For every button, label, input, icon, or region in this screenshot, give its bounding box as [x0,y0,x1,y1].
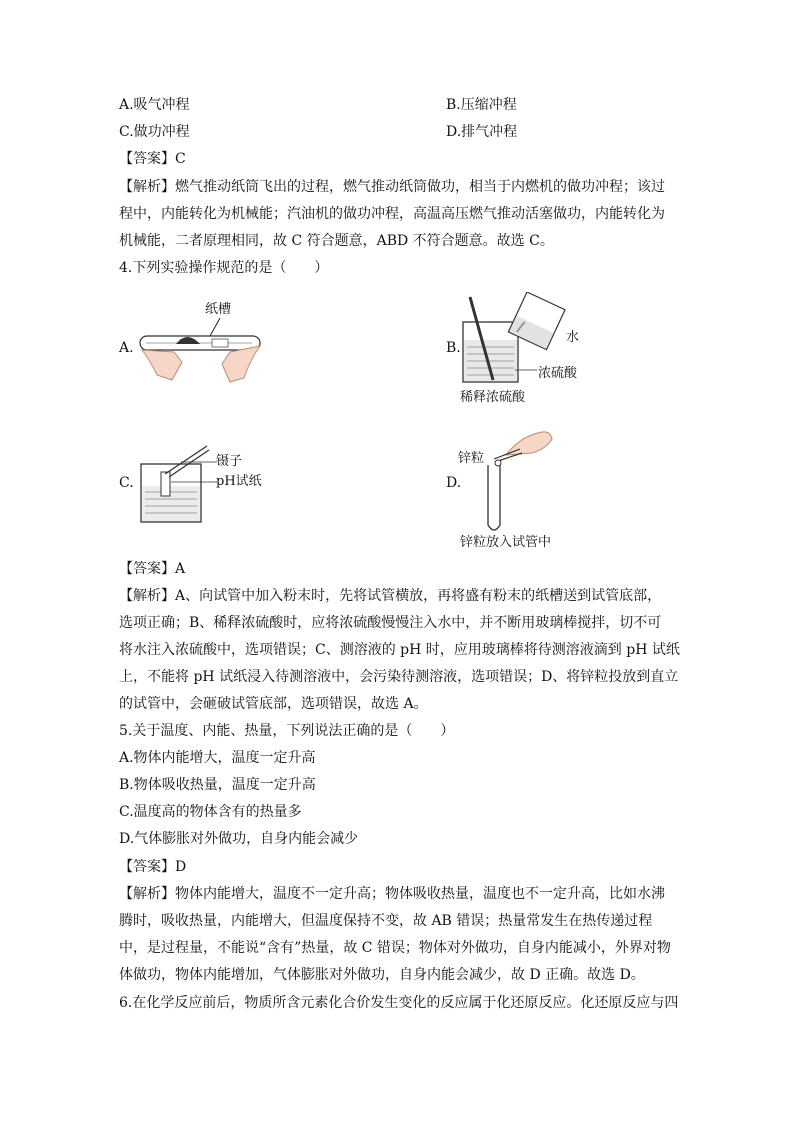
q5-analysis-line: 中，是过程量，不能说“含有”热量，故 C 错误；物体对外做功，自身内能减小，外界对物 [119,940,671,956]
q3-answer: 【答案】C [119,151,186,167]
q3-option-b: B.压缩冲程 [446,97,517,113]
q5-analysis-line: 【解析】物体内能增大，温度不一定升高；物体吸收热量，温度也不一定升高，比如水沸 [119,886,665,902]
q4-analysis-line: 【解析】A、向试管中加入粉末时，先将试管横放，再将盛有粉末的纸槽送到试管底部， [119,588,662,604]
figure-c-letter: C. [119,475,134,491]
q5-option-b: B.物体吸收热量，温度一定升高 [119,777,316,793]
q3-analysis-line: 【解析】燃气推动纸筒飞出的过程，燃气推动纸筒做功，相当于内燃机的做功冲程；该过 [119,179,665,195]
q6-stem: 6.在化学反应前后，物质所含元素化合价发生变化的反应属于化还原反应。化还原反应与四 [119,995,679,1011]
q3-option-d: D.排气冲程 [446,124,518,140]
q5-analysis-line: 腾时，吸收热量，内能增大，但温度保持不变，故 AB 错误；热量常发生在热传递过程 [119,913,653,929]
q4-answer: 【答案】A [119,561,186,577]
ph-paper-beaker-figure [135,440,225,525]
figure-b-letter: B. [446,340,461,356]
q3-option-a: A.吸气冲程 [119,97,190,113]
q4-analysis-line: 将水注入浓硫酸中，选项错误；C、测溶液的 pH 时，应用玻璃棒将待测溶液滴到 pH 试纸 [119,642,680,658]
q3-option-c: C.做功冲程 [119,124,190,140]
figure-a-label: 纸槽 [205,302,232,317]
paper-trough-figure [132,300,282,390]
figure-b-water-label: 水 [566,330,580,345]
q3-analysis-line: 程中，内能转化为机械能；汽油机的做功冲程，高温高压燃气推动活塞做功，内能转化为 [119,206,665,222]
q4-analysis-line: 选项正确；B、稀释浓硫酸时，应将浓硫酸慢慢注入水中，并不断用玻璃棒搅拌，切不可 [119,615,662,631]
q4-analysis-line: 的试管中，会砸破试管底部，选项错误，故选 A。 [119,696,428,712]
figure-c-tweezers-label: 镊子 [216,454,243,469]
figure-b-acid-label: 浓硫酸 [538,366,578,381]
q5-stem: 5.关于温度、内能、热量，下列说法正确的是（ ） [119,723,455,739]
figure-d-zinc-label: 锌粒 [458,451,485,466]
figure-c-paper-label: pH试纸 [216,474,262,489]
q5-option-c: C.温度高的物体含有的热量多 [119,804,302,820]
figure-b-caption: 稀释浓硫酸 [460,390,526,405]
figure-a-letter: A. [119,340,134,356]
q5-analysis-line: 体做功，物体内能增加，气体膨胀对外做功，自身内能会减少，故 D 正确。故选 D。 [119,967,645,983]
q5-option-d: D.气体膨胀对外做功，自身内能会减少 [119,831,359,847]
q3-analysis-line: 机械能，二者原理相同，故 C 符合题意，ABD 不符合题意。故选 C。 [119,233,554,249]
q4-analysis-line: 上，不能将 pH 试纸浸入待测溶液中，会污染待测溶液，选项错误；D、将锌粒投放到直立 [119,669,679,685]
q5-option-a: A.物体内能增大，温度一定升高 [119,750,316,766]
zinc-test-tube-figure [480,415,560,537]
figure-d-letter: D. [446,475,462,491]
figure-d-caption: 锌粒放入试管中 [460,535,552,550]
q5-answer: 【答案】D [119,859,187,875]
q4-stem: 4.下列实验操作规范的是（ ） [119,260,329,276]
